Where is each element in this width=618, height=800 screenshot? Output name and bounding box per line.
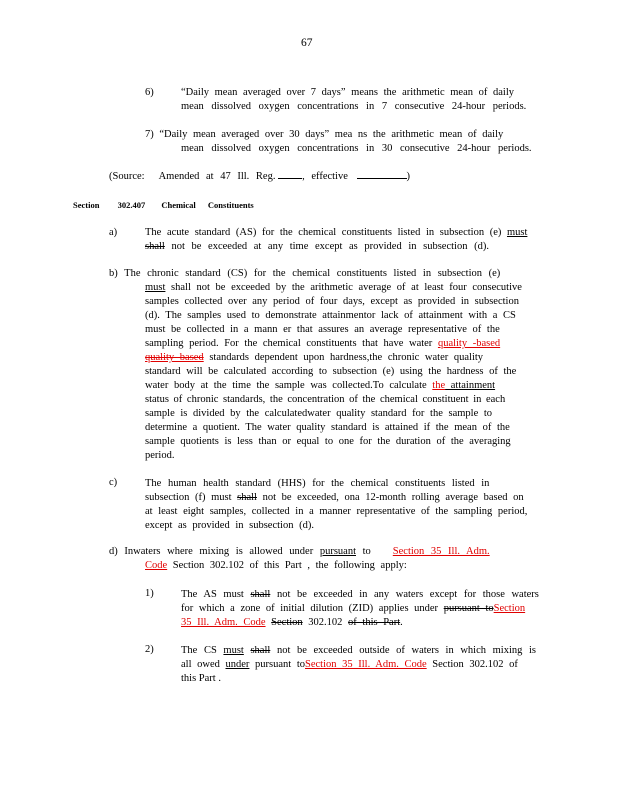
subsection-d2-line-1: The CS must shall not be exceeded outside of waters in which mixing is <box>181 645 537 656</box>
subsection-b-line-8: standard will be calculated according to subsection (e) using the hardness of the <box>145 366 517 377</box>
item-6-line-2: mean dissolved oxygen concentrations in 7 consecutive 24-hour periods. <box>181 101 527 112</box>
subsection-b-line-11: sample is divided by the calculatedwater quality standard for the sample to <box>145 408 493 419</box>
inserted-under: under <box>225 659 250 670</box>
subsection-b-line-9: water body at the time the sample was collected.To calculate the attainment <box>145 380 496 391</box>
subsection-d1-line-1: The AS must shall not be exceeded in any waters except for those waters <box>181 589 539 600</box>
subsection-d1-line-2: for which a zone of initial dilution (ZID) applies under pursuant toSection <box>181 603 526 614</box>
subsection-d2 <box>181 644 537 686</box>
section-label: Section <box>73 200 100 210</box>
subsection-b-line-2: must shall not be exceeded by the arithmetic average of at least four consecutive <box>145 282 522 293</box>
page-number: 67 <box>301 37 313 49</box>
source-prefix: (Source: <box>109 171 145 182</box>
section-number: 302.407 <box>117 200 146 210</box>
subsection-b-line-6: sampling period. For the chemical constituents that have water quality -based <box>145 338 501 349</box>
deleted-pursuant-to: pursuant to <box>443 603 494 614</box>
subsection-b-line-10: status of chronic standards, the concentration of the chemical constituent in each <box>145 394 506 405</box>
subsection-b-line-1: b) The chronic standard (CS) for the chemical constituents listed in subsection (e) <box>109 268 501 279</box>
subsection-d1-label: 1) <box>145 588 154 599</box>
deleted-shall: shall <box>145 241 165 252</box>
subsection-c-label: c) <box>109 477 118 488</box>
section-title: Chemical Constituents <box>161 200 254 210</box>
deleted-of-this-part: of this Part <box>348 617 401 628</box>
item-6-label: 6) <box>145 87 154 98</box>
subsection-b-line-14: period. <box>145 450 175 461</box>
subsection-a-line-1: The acute standard (AS) for the chemical constituents listed in subsection (e) must <box>145 227 528 238</box>
inserted-the: the <box>432 380 446 391</box>
subsection-c-line-1: The human health standard (HHS) for the chemical constituents listed in <box>145 478 490 489</box>
subsection-b-line-4: (d). The samples used to demonstrate attainmentor lack of attainment with a CS <box>145 310 516 321</box>
item-7-line-1: 7) “Daily mean averaged over 30 days” mea ns the arithmetic mean of daily <box>145 129 504 140</box>
item-7-line-2: mean dissolved oxygen concentrations in 30 consecutive 24-hour periods. <box>181 143 532 154</box>
source-note <box>109 171 410 182</box>
subsection-d2-label: 2) <box>145 644 154 655</box>
inserted-must: must <box>223 645 244 656</box>
source-amended: Amended at 47 Ill. Reg. <box>158 171 276 182</box>
source-close: ) <box>406 171 411 182</box>
subsection-b <box>109 267 539 463</box>
inserted-section: Section <box>493 603 526 614</box>
deleted-shall: shall <box>250 645 271 656</box>
deleted-shall: shall <box>250 589 271 600</box>
subsection-a-line-2: shall not be exceeded at any time except as provided in subsection (d). <box>145 241 489 252</box>
subsection-b-line-12: determine a quotient. The water quality standard is attained if the mean of the <box>145 422 510 433</box>
subsection-d2-line-2: all owed under pursuant toSection 35 Ill. Adm. Code Section 302.102 of <box>181 659 518 670</box>
source-blank-1 <box>278 178 302 179</box>
subsection-b-line-5: must be collected in a mann er that assures an average representative of the <box>145 324 500 335</box>
inserted-must: must <box>145 282 166 293</box>
source-effective: , effective <box>302 171 348 182</box>
inserted-pursuant: pursuant <box>319 546 356 557</box>
subsection-d-line-2: Code Section 302.102 of this Part , the following apply: <box>145 560 407 571</box>
inserted-quality-based: quality -based <box>437 338 501 349</box>
deleted-shall: shall <box>237 492 257 503</box>
subsection-c-line-3: at least eight samples, collected in a manner representative of the sampling period, <box>145 506 528 517</box>
inserted-section-35: Section 35 Ill. Adm. Code <box>305 659 427 670</box>
subsection-d1 <box>181 588 539 630</box>
subsection-d1-line-3: 35 Ill. Adm. Code Section 302.102 of this Part. <box>181 617 403 628</box>
subsection-b-line-13: sample quotients is less than or equal to one for the duration of the averaging <box>145 436 511 447</box>
inserted-35-ill-adm-code: 35 Ill. Adm. Code <box>181 617 266 628</box>
inserted-must: must <box>506 227 528 238</box>
subsection-d2-line-3: this Part . <box>181 673 221 684</box>
subsection-c-line-4: except as provided in subsection (d). <box>145 520 314 531</box>
subsection-d-line-1: d) Inwaters where mixing is allowed under pursuant to Section 35 Ill. Adm. <box>109 546 490 557</box>
subsection-b-line-3: samples collected over any period of four days, except as provided in subsection <box>145 296 519 307</box>
subsection-c <box>145 477 540 533</box>
subsection-a-label: a) <box>109 227 118 238</box>
inserted-code: Code <box>145 560 168 571</box>
source-blank-2 <box>357 178 407 179</box>
deleted-section: Section <box>271 617 303 628</box>
deleted-quality-based: quality based <box>145 352 204 363</box>
section-heading <box>73 200 254 210</box>
inserted-section-35: Section 35 Ill. Adm. <box>392 546 490 557</box>
subsection-c-line-2: subsection (f) must shall not be exceeded, ona 12-month rolling average based on <box>145 492 524 503</box>
item-6-line-1: “Daily mean averaged over 7 days” means the arithmetic mean of daily <box>181 87 514 98</box>
subsection-b-line-7: quality based standards dependent upon hardness,the chronic water quality <box>145 352 484 363</box>
